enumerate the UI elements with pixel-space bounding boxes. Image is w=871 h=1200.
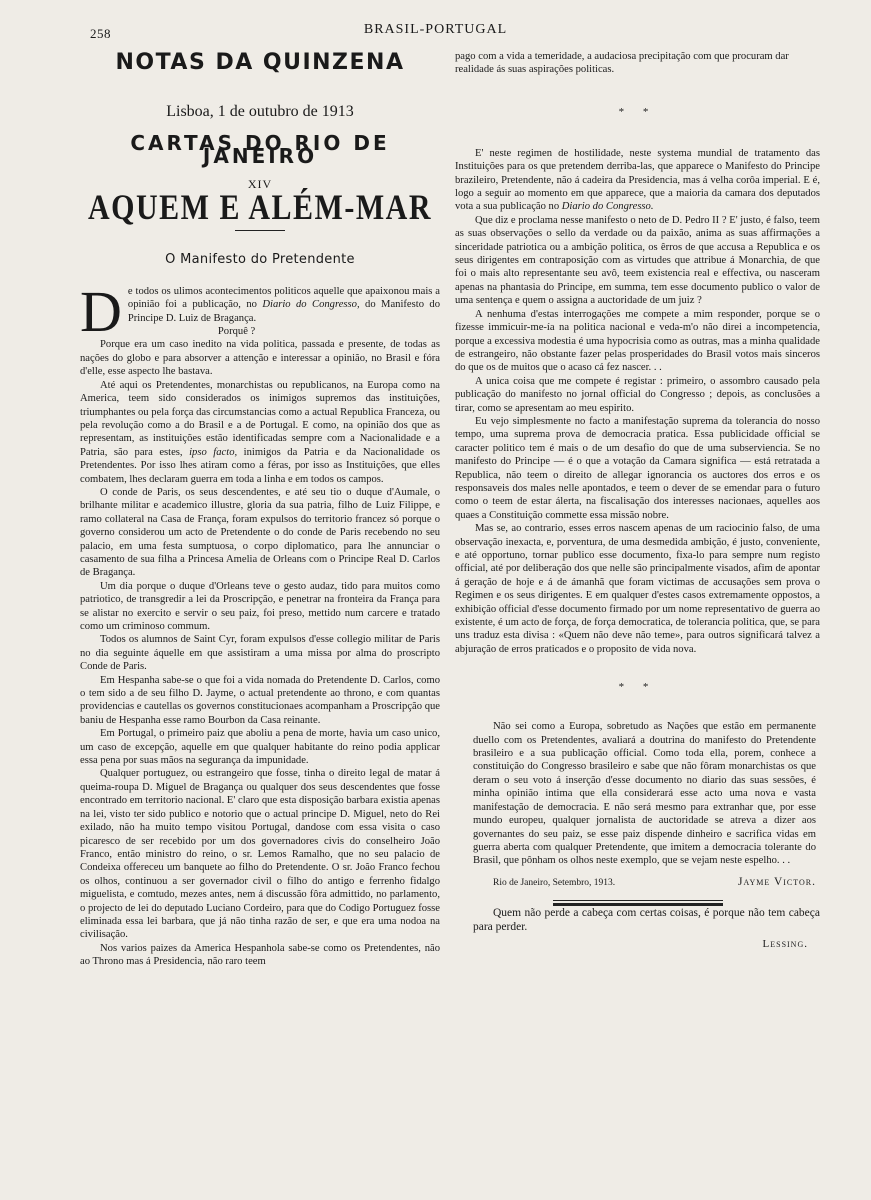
letters-title: CARTAS DO RIO DE JANEIRO bbox=[130, 130, 390, 169]
paragraph: pago com a vida a temeridade, a audaciosa precipitação com que procuram dar realidade ás suas aspirações politicas. bbox=[455, 51, 789, 76]
paragraph-text: do Manifesto do Principe D. Luiz de Bragança. bbox=[127, 299, 440, 324]
right-column bbox=[455, 50, 820, 952]
paragraph: Um dia porque o duque d'Orleans teve o gesto audaz, tido para muitos como patriotico, de transgredir a lei da Proscripção, e penetrar na fronteira da França para se alistar no exercito e servir o seu paiz, foi preso, mettido num carcere e tratado como um criminoso commum. bbox=[80, 580, 440, 632]
paragraph-emphasis: ipso facto, bbox=[189, 446, 238, 458]
closing-rule-thin bbox=[553, 900, 723, 901]
paragraph bbox=[80, 379, 440, 486]
article-title: AQUEM E ALÉM-MAR bbox=[88, 187, 432, 228]
section-break: * * bbox=[618, 105, 657, 118]
signature-place-date: Rio de Janeiro, Setembro, 1913. bbox=[493, 877, 616, 888]
page-header bbox=[0, 22, 871, 44]
paragraph-text: inimigos da Patria e da Nacionalidade os Pretendentes. Por isso lhes atiram como a féras, por isso as Instituições, que elles combatem, lhes declaram guerra em toda a linha e em todos os campos. bbox=[80, 446, 440, 485]
article-subtitle: O Manifesto do Pretendente bbox=[165, 252, 355, 268]
paragraph: Eu vejo simplesmente no facto a manifestação suprema da tolerancia do nosso tempo, uma suprema prova de democracia pratica. Essa publicidade official se caracter politico tem é mais o de um desafio do que de uma subserviencia. Se no manifesto do Principe — é o que a votação da Camara significa — está retratada a Republica, não teem o direito de allegar ignorancia os auctores dos erros e os responsaveis dos males nelle apontados, e teem o dever de se emendar para o futuro como o teem de estar álerta, na fiscalisação dos interesses nacionaes, aquelles aos quaes a Constituição commette essa missão nobre. bbox=[455, 415, 820, 521]
epigraph-author: Lessing. bbox=[762, 938, 808, 951]
paragraph bbox=[455, 147, 820, 214]
paragraph: Todos os alumnos de Saint Cyr, foram expulsos d'esse collegio militar de Paris no dia seguinte áquelle em que assistiram a uma missa por alma do proscripto Conde de Paris. bbox=[80, 634, 440, 673]
page-number: 258 bbox=[90, 26, 111, 41]
paragraph: Que diz e proclama nesse manifesto o neto de D. Pedro II ? E' justo, é falso, teem as suas observações o sello da verdade ou da paixão, anima as suas affirmações a sinceridade patriotica ou a ambição politica, os êrros de que accusa a Republica e os seus dirigentes em contraposição com as virtudes que attribue á Monarchia, de que foi o mais alto representante seu avô, teem existencia real e effectiva, ou nasceram apenas na phantasia do Principe, em summa, tem esse documento publico o valor de uma sentença e quem o assigna a auctoridade de um juiz ? bbox=[455, 214, 820, 307]
paragraph-emphasis: Diario do Congresso, bbox=[262, 299, 360, 311]
paragraph-text: e todos os ulimos acontecimentos politicos aquelle que apaixonou mais a opinião foi a publicação, no bbox=[127, 285, 440, 311]
paragraph: O conde de Paris, os seus descendentes, e até seu tio o duque d'Aumale, o brilhante militar e academico illustre, gloria da sua patria, filho de Luiz Filippe, e ramo collateral na Casa de França, foram expulsos do territorio francez só porque o governo considerou um acto de Pretendente o do conde de Paris recebendo no seu palacio, em uma festa sumptuosa, o corpo diplomatico, para lhe annunciar o casamento de sua filha a Princesa Amelia de Orleans com o Principe Real D. Carlos de Bragança. bbox=[80, 486, 440, 579]
letter-number: XIV bbox=[247, 176, 273, 191]
epigraph-quote: Quem não perde a cabeça com certas coisas, é porque não tem cabeça para perder. bbox=[473, 907, 820, 934]
paragraph: Qualquer portuguez, ou estrangeiro que fosse, tinha o direito legal de matar á queima-roupa D. Miguel de Bragança ou qualquer dos seus descendentes que fosse encontrado em territorio nacional. E' claro que esta disposição barbara existia apenas na lei, visto ter sido publico e notorio que o actual principe D. Miguel, neto do Rei exilado, não ha muito tempo visitou Portugal, dandose com essa visita o caso picaresco de ser recebido por um dos governadores civis do conselheiro João Franco, então ministro do reino, o sr. Lemos Ramalho, que no seu palacio de Condeixa offereceu um banquete ao filho do Pretendente. O sr. João Franco fechou os olhos, continuou a ser governador civil o filho do antigo e ferrenho fidalgo miguelista, e comtudo, mezes antes, nem á discussão fôra admittido, no parlamento, o projecto de lei do deputado Luciano Cordeiro, para que do Codigo Portuguez fosse eliminada essa lei barbara, que já não tinha razão de ser, e que era uma nodoa na civilisação. bbox=[80, 768, 440, 941]
drop-cap: D bbox=[80, 278, 122, 344]
paragraph: Porquê ? bbox=[217, 326, 256, 338]
running-title: BRASIL-PORTUGAL bbox=[363, 22, 508, 37]
paragraph: Porque era um caso inedito na vida politica, passada e presente, de todas as nações do globo e para absorver a attenção e interessar a opinião, no Brasil e fóra d'elle, esse aspecto lhe bastava. bbox=[80, 339, 440, 378]
paragraph: A unica coisa que me compete é registar : primeiro, o assombro causado pela publicação do manifesto no jornal official do Congresso ; depois, as conclusões a tirar, como se apresentam ao meu espirito. bbox=[455, 375, 820, 414]
paragraph: Mas se, ao contrario, esses erros nascem apenas de um raciocinio falso, de uma observação inexacta, e, porventura, de uma desmedida ambição, é justo, conveniente, e até opportuno, tornar publico esse documento, fixa-lo para sempre num registo official, até por deliberação dos que nelle são principalmente visados, afim de apontar á geração de hoje e á de ámanhã que foram victimas de accusações sem prova o Regimen e os seus dirigentes. E em qualquer d'estes casos extremamente oppostos, a exhibição official d'esse documento firmado por um nome representativo de guerra ao existente, é um acto de força, de força democratica, de tolerancia politica, que, se para uns traduz esta divisa : «Quem não deve não teme», para outros significará talvez a abjuração de erros praticados e o proposito de vida nova. bbox=[455, 523, 821, 655]
paragraph: Nos varios paizes da America Hespanhola sabe-se como os Pretendentes, não ao Throno mas á Presidencia, não raro teem bbox=[80, 942, 440, 968]
paragraph: Em Portugal, o primeiro paiz que aboliu a pena de morte, havia um caso unico, um caso de excepção, aquelle em que qualquer habitante do reino podia applicar essa pena por suas mãos na segurança da impunidade. bbox=[80, 728, 440, 767]
paragraph-text: Até aqui os Pretendentes, monarchistas ou republicanos, na Europa como na America, teem sido considerados os inimigos supremos das instituições, triumphantes ou pela força das circumstancias como a actual Republica Franceza, ou pela revolução como a do Brasil e a de Portugal. E como, na opinião dos que as representam, as instituições estão identificadas sempre com a Nacionalidade e a Patria, são para estes, bbox=[80, 379, 440, 458]
signature-row bbox=[455, 876, 820, 890]
paragraph: A nenhuma d'estas interrogações me compete a mim responder, porque se o fizesse immicuir-me-ía na politica nacional e veda-m'o não direi a incompetencia, porque a excessiva modestia é uma hypocrisia como as outras, mas a minha qualidade de estrangeiro, não obstante fazer pelas prosperidades do Brasil votos mais sinceros do que os de muitos que o acaso cá fez nascer. . . bbox=[455, 308, 820, 374]
section-title: NOTAS DA QUINZENA bbox=[115, 50, 405, 75]
paragraph-emphasis: Diario do Congresso. bbox=[561, 201, 654, 213]
dateline: Lisboa, 1 de outubro de 1913 bbox=[166, 103, 354, 121]
paragraph-text: E' neste regimen de hostilidade, neste systema mundial de tratamento das Instituições para os que pretendem derriba-las, que apparece o Manifesto do Principe brazileiro, Pretendente, não á cadeira da Presidencia, mas á velha corôa imperial. E é, logo a seguir ao momento em que apparece, que a maioria da camara dos deputados vota a sua publicação no bbox=[455, 147, 820, 213]
signature-author: Jayme Victor. bbox=[738, 875, 816, 888]
left-column bbox=[80, 50, 440, 969]
section-break: * * bbox=[618, 681, 657, 694]
paragraph: Não sei como a Europa, sobretudo as Nações que estão em permanente duello com os Pretendentes, avaliará a doutrina do manifesto do Pretendente brasileiro e a sua publicação official. Como toda ella, porem, conhece a constituição do Congresso brasileiro e sabe que não fôram monarchistas os que deram o seu voto á inserção d'esse documento no diario das suas sessões, é minha opinião intima que ella considerará esse acto uma nova e vasta manifestação de democracia. E não será mesmo para extranhar que, por esse mundo europeu, qualquer jornalista de auctoridade se atreva a dizer aos governantes do seu paiz, se esse paiz dispende dinheiro e sacrifica vidas em guerra aberta com qualquer Pretendente, que imitem a democracia tolerante do Brasil, que pônham os olhos neste exemplo, que se vejam neste espelho. . . bbox=[473, 721, 816, 867]
paragraph: Em Hespanha sabe-se o que foi a vida nomada do Pretendente D. Carlos, como o tem sido a de seu filho D. Jayme, o actual pretendente ao throno, e com quantas providencias e cautellas os governos constitucionaes acompanham a Proscripção que baniu de Hespanha esse ramo Bourbon da Casa reinante. bbox=[80, 674, 440, 726]
title-rule bbox=[235, 230, 285, 231]
